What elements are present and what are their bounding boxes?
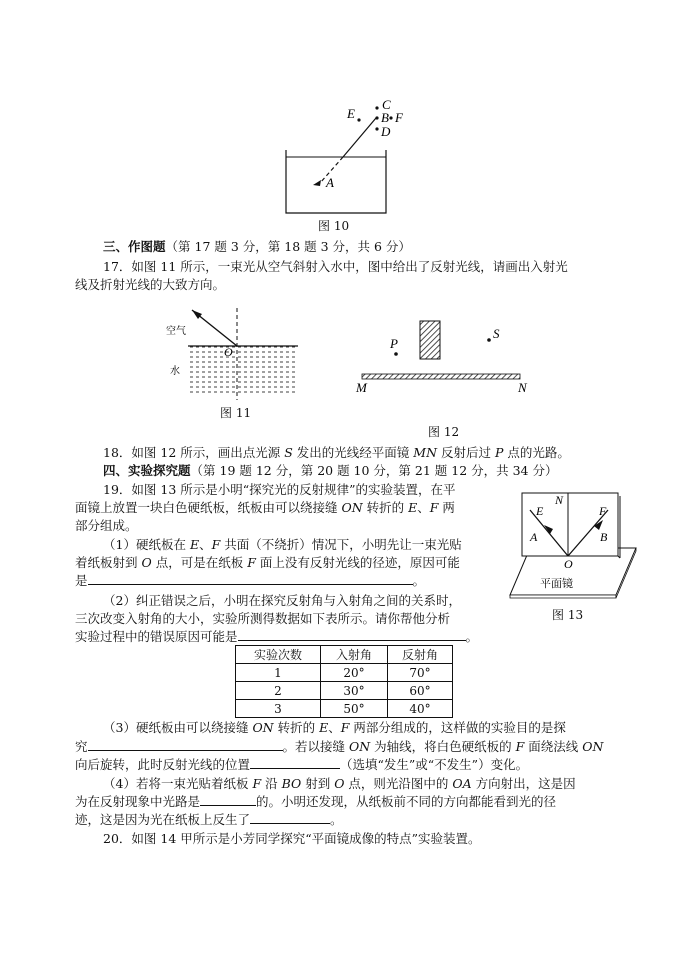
fig11-air-label: 空气 [166, 326, 186, 337]
section-3-heading: 三、作图题（第 17 题 3 分，第 18 题 3 分，共 6 分） [103, 239, 411, 254]
answer-blank-1[interactable] [88, 572, 413, 585]
question-17-line-1: 17．如图 11 所示，一束光从空气斜射入水中，图中给出了反射光线，请画出入射光 [103, 259, 568, 274]
fig10-label-d: D [381, 124, 391, 139]
figure-13-caption: 图 13 [552, 608, 584, 622]
fig10-label-b: B [381, 110, 389, 125]
table-cell: 70° [388, 664, 453, 682]
section-4-heading: 四、实验探究题（第 19 题 12 分，第 20 题 10 分，第 21 题 12 分，共 34 分） [103, 463, 558, 478]
table-header: 实验次数 [236, 646, 321, 664]
table-row [236, 700, 453, 718]
table-header: 反射角 [388, 646, 453, 664]
fig13-n-label: N [555, 493, 564, 507]
answer-blank-4[interactable] [250, 756, 340, 769]
figure-13 [508, 490, 638, 605]
q19-part-1-line-1: （1）硬纸板在 E、F 共面（不绕折）情况下，小明先让一束光贴 [103, 537, 462, 552]
q19-part-3-line-1: （3）硬纸板由可以绕接缝 ON 转折的 E、F 两部分组成的，这样做的实验目的是探 [103, 720, 566, 735]
q19-part-1-line-3: 是 。 [75, 573, 426, 588]
answer-blank-6[interactable] [250, 811, 330, 824]
q19-part-4-line-1: （4）若将一束光贴着纸板 F 沿 BO 射到 O 点，则光沿图中的 OA 方向射出，这是因 [103, 776, 576, 791]
table-cell: 3 [236, 700, 321, 718]
water-area [188, 346, 298, 396]
plane-mirror-mn [362, 374, 520, 379]
answer-blank-2[interactable] [238, 628, 466, 641]
fig13-b-label: B [600, 530, 608, 544]
table-cell: 50° [321, 700, 388, 718]
question-18: 18．如图 12 所示，画出点光源 S 发出的光线经平面镜 MN 反射后过 P 点的光路。 [103, 445, 570, 460]
fig12-p-label: P [390, 336, 398, 351]
figure-11 [160, 300, 310, 405]
fig11-water-label: 水 [170, 366, 180, 377]
q19-part-1-line-2: 着纸板射到 O 点，可是在纸板 F 面上没有反射光线的径迹，原因可能 [75, 555, 460, 570]
answer-blank-5[interactable] [200, 793, 256, 806]
fig12-n-label: N [518, 380, 527, 395]
question-17-line-2: 线及折射光线的大致方向。 [75, 277, 226, 292]
q19-line-3: 部分组成。 [75, 518, 138, 533]
table-cell: 30° [321, 682, 388, 700]
table-cell: 60° [388, 682, 453, 700]
fig13-e-label: E [536, 504, 544, 518]
figure-11-caption: 图 11 [220, 406, 252, 420]
q19-line-1: 19．如图 13 所示是小明“探究光的反射规律”的实验装置，在平 [103, 482, 456, 497]
fig13-f-label: F [599, 504, 607, 518]
q19-part-2-line-3: 实验过程中的错误原因可能是 。 [75, 629, 479, 644]
figure-12 [350, 315, 540, 397]
fig13-o-label: O [564, 557, 573, 571]
q19-part-3-line-2: 究 。若以接缝 ON 为轴线，将白色硬纸板的 F 面绕法线 ON [75, 739, 604, 754]
q19-part-2-line-2: 三次改变入射角的大小，实验所测得数据如下表所示。请你帮他分析 [75, 611, 451, 626]
figure-12-caption: 图 12 [428, 425, 460, 439]
question-20: 20．如图 14 甲所示是小芳同学探究“平面镜成像的特点”实验装置。 [103, 831, 481, 846]
table-header: 入射角 [321, 646, 388, 664]
fig10-label-e: E [347, 106, 355, 121]
fig11-o-label: O [224, 345, 233, 359]
table-cell: 20° [321, 664, 388, 682]
table-row [236, 682, 453, 700]
table-cell: 1 [236, 664, 321, 682]
obstacle-block [420, 321, 440, 359]
table-cell: 2 [236, 682, 321, 700]
fig10-label-a: A [326, 175, 334, 190]
fig10-label-f: F [395, 110, 403, 125]
table-header-row [236, 646, 453, 664]
table-row [236, 664, 453, 682]
figure-10 [280, 95, 410, 225]
figure-10-drawing [286, 106, 393, 213]
q19-part-3-line-3: 向后旋转，此时反射光线的位置 （选填“发生”或“不发生”）变化。 [75, 757, 529, 772]
fig13-mirror-label: 平面镜 [540, 578, 573, 590]
table-cell: 40° [388, 700, 453, 718]
answer-blank-3[interactable] [88, 738, 283, 751]
q19-part-4-line-2: 为在反射现象中光路是 的。小明还发现，从纸板前不同的方向都能看到光的径 [75, 794, 557, 809]
q19-line-2: 面镜上放置一块白色硬纸板，纸板由可以绕接缝 ON 转折的 E、F 两 [75, 500, 455, 515]
fig12-s-label: S [493, 326, 500, 341]
q19-part-2-line-1: （2）纠正错误之后，小明在探究反射角与入射角之间的关系时， [103, 593, 461, 608]
fig13-a-label: A [530, 530, 538, 544]
fig10-label-c: C [382, 97, 391, 112]
fig12-m-label: M [356, 380, 367, 395]
experiment-data-table [235, 645, 453, 718]
q19-part-4-line-3: 迹，这是因为光在纸板上反生了 。 [75, 812, 343, 827]
figure-10-caption: 图 10 [318, 219, 350, 233]
